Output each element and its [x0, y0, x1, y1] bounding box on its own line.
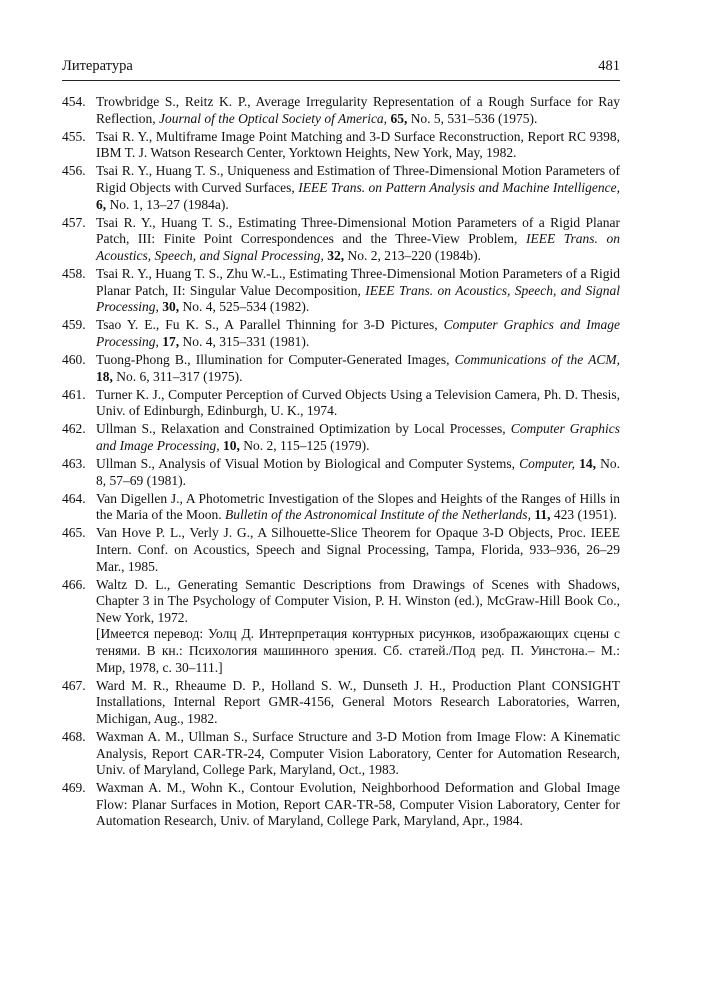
reference-item	[62, 577, 620, 677]
reference-text: Trowbridge S., Reitz K. P., Average Irregularity Representation of a Rough Surface for Ray Reflection, Journal of the Optical Society of America, 65, No. 5, 531–536 (1975).	[96, 94, 620, 126]
reference-number: 463.	[62, 455, 86, 471]
reference-number: 467.	[62, 677, 86, 693]
reference-number: 466.	[62, 576, 86, 592]
volume: 10,	[219, 437, 240, 453]
journal-name: Computer Graphics and Image Processing,	[96, 317, 620, 349]
journal-name: Journal of the Optical Society of America,	[158, 110, 388, 126]
reference-number: 455.	[62, 128, 86, 144]
volume: 18,	[96, 368, 113, 384]
reference-list	[62, 94, 620, 832]
reference-number: 458.	[62, 265, 86, 281]
reference-text: Tsao Y. E., Fu K. S., A Parallel Thinning for 3-D Pictures, Computer Graphics and Image Processing, 17, No. 4, 315–331 (1981).	[96, 317, 620, 349]
reference-item	[62, 129, 620, 162]
reference-text: Waltz D. L., Generating Semantic Descriptions from Drawings of Scenes with Shadows, Chapter 3 in The Psychology of Computer Vision, P. H. Winston (ed.), McGraw-Hill Book Co., New York, 1972. [Имеется перевод: Уолц Д. Интерпретация контурных рисунков, изображающих сцены с тенями. В кн.: Психология машинного зрения. Сб. статей./Под ред. П. Уинстона.– М.: Мир, 1978, с. 30–111.]	[96, 576, 620, 675]
reference-item	[62, 163, 620, 213]
reference-text: Tsai R. Y., Huang T. S., Zhu W.-L., Estimating Three-Dimensional Motion Parameters of a Rigid Planar Patch, II: Singular Value Decomposition, IEEE Trans. on Acoustics, Speech, and Signal Processing, 30, No. 4, 525–534 (1982).	[96, 265, 620, 315]
reference-item	[62, 215, 620, 265]
reference-text: Waxman A. M., Wohn K., Contour Evolution, Neighborhood Deformation and Global Image Flow: Planar Surfaces in Motion, Report CAR-TR-58, Computer Vision Laboratory, Center for Automation Research, Univ. of Maryland, College Park, Maryland, Apr., 1984.	[96, 780, 620, 829]
volume: 11,	[530, 507, 551, 523]
volume: 17,	[158, 333, 180, 349]
reference-number: 461.	[62, 386, 86, 402]
reference-text: Tuong-Phong B., Illumination for Computer-Generated Images, Communications of the ACM, 18, No. 6, 311–317 (1975).	[96, 351, 621, 384]
volume: 6,	[96, 196, 107, 212]
reference-number: 468.	[62, 728, 86, 744]
page-number: 481	[598, 58, 620, 74]
volume: 65,	[387, 110, 408, 126]
reference-number: 459.	[62, 317, 86, 333]
translation-note: [Имеется перевод: Уолц Д. Интерпретация контурных рисунков, изображающих сцены с тенями. В кн.: Психология машинного зрения. Сб. статей./Под ред. П. Уинстона.– М.: Мир, 1978, с. 30–111.]	[96, 626, 620, 675]
reference-text: Ward M. R., Rheaume D. P., Holland S. W., Dunseth J. H., Production Plant CONSIGHT Installations, Internal Report GMR-4156, General Motors Research Laboratories, Warren, Michigan, Aug., 1982.	[96, 677, 620, 726]
reference-text: Van Hove P. L., Verly J. G., A Silhouette-Slice Theorem for Opaque 3-D Objects, Proc. IEEE Intern. Conf. on Acoustics, Speech and Signal Processing, Tampa, Florida, 933–936, 26–29 Mar., 1985.	[96, 525, 620, 574]
header-rule	[62, 80, 620, 81]
reference-text: Tsai R. Y., Huang T. S., Uniqueness and Estimation of Three-Dimensional Motion Parameters of Rigid Objects with Curved Surfaces, IEEE Trans. on Pattern Analysis and Machine Intelligence, 6, No. 1, 13–27 (1984a).	[96, 163, 620, 212]
journal-name: IEEE Trans. on Pattern Analysis and Machine Intelligence,	[298, 179, 620, 195]
reference-text: Ullman S., Analysis of Visual Motion by Biological and Computer Systems, Computer, 14, No. 8, 57–69 (1981).	[96, 455, 621, 488]
reference-number: 457.	[62, 214, 86, 230]
reference-text: Tsai R. Y., Multiframe Image Point Matching and 3-D Surface Reconstruction, Report RC 9398, IBM T. J. Watson Research Center, Yorktown Heights, New York, May, 1982.	[96, 128, 620, 161]
journal-name: IEEE Trans. on Acoustics, Speech, and Signal Processing,	[96, 231, 620, 263]
running-header	[62, 56, 620, 78]
reference-number: 464.	[62, 490, 86, 506]
volume: 32,	[323, 247, 345, 263]
reference-text: Tsai R. Y., Huang T. S., Estimating Three-Dimensional Motion Parameters of a Rigid Planar Patch, III: Finite Point Correspondences and the Three-View Problem, IEEE Trans. on Acoustics, Speech, and Signal Processing, 32, No. 2, 213–220 (1984b).	[96, 214, 620, 263]
reference-text: Van Digellen J., A Photometric Investigation of the Slopes and Heights of the Ranges of Hills in the Maria of the Moon. Bulletin of the Astronomical Institute of the Netherlands, 11, 423 (1951).	[96, 490, 620, 523]
journal-name: Communications of the ACM,	[454, 351, 621, 367]
journal-name: Computer,	[519, 455, 576, 471]
volume: 30,	[158, 299, 180, 315]
reference-number: 460.	[62, 351, 86, 367]
reference-item	[62, 780, 620, 830]
reference-text: Waxman A. M., Ullman S., Surface Structure and 3-D Motion from Image Flow: A Kinematic Analysis, Report CAR-TR-24, Computer Vision Laboratory, Center for Automation Research, Univ. of Maryland, College Park, Maryland, Oct., 1983.	[96, 728, 620, 778]
reference-item	[62, 491, 620, 524]
reference-item	[62, 729, 620, 779]
reference-item	[62, 678, 620, 728]
reference-item	[62, 421, 620, 454]
journal-name: Computer Graphics and Image Processing,	[96, 421, 620, 453]
reference-item	[62, 387, 620, 420]
section-title: Литература	[62, 58, 133, 74]
reference-item	[62, 266, 620, 316]
reference-item	[62, 94, 620, 127]
reference-text: Ullman S., Relaxation and Constrained Optimization by Local Processes, Computer Graphics and Image Processing, 10, No. 2, 115–125 (1979).	[96, 421, 620, 453]
reference-number: 469.	[62, 780, 86, 796]
journal-name: Bulletin of the Astronomical Institute of the Netherlands,	[224, 507, 531, 523]
reference-text: Turner K. J., Computer Perception of Curved Objects Using a Television Camera, Ph. D. Thesis, Univ. of Edinburgh, Edinburgh, U. K., 1974.	[96, 386, 620, 419]
reference-number: 465.	[62, 525, 86, 541]
reference-item	[62, 317, 620, 350]
reference-item	[62, 456, 620, 489]
reference-number: 454.	[62, 94, 86, 109]
reference-number: 462.	[62, 421, 86, 437]
reference-item	[62, 525, 620, 575]
reference-item	[62, 352, 620, 385]
volume: 14,	[575, 455, 597, 471]
journal-name: IEEE Trans. on Acoustics, Speech, and Signal Processing,	[96, 282, 620, 315]
reference-number: 456.	[62, 163, 86, 179]
